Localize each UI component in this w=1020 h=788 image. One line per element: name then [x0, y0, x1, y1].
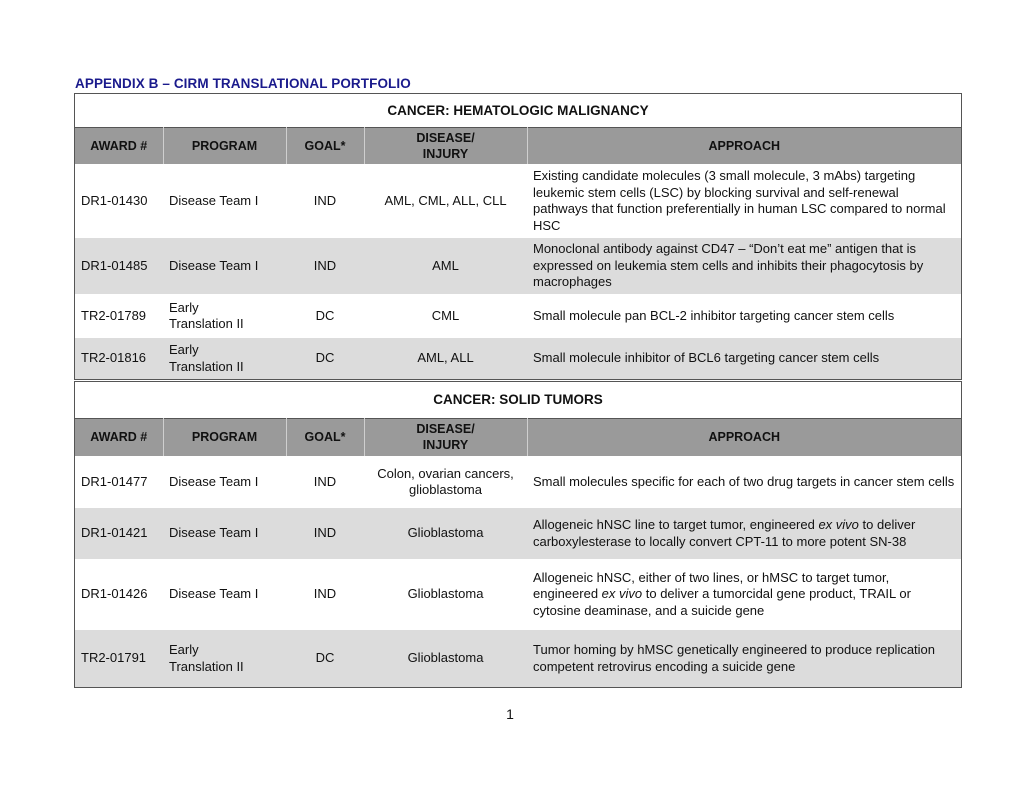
solid-tumors-table [74, 381, 962, 688]
table-row: TR2-01816 Early Translation II DC AML, ALL Small molecule inhibitor of BCL6 targeting cancer stem cells [75, 338, 961, 379]
table-row: DR1-01426 Disease Team I IND Glioblastoma Allogeneic hNSC, either of two lines, or hMSC to target tumor, engineered ex vivo to deliver a tumorcidal gene product, TRAIL or cytosine deaminase, and a suicide gene [81, 569, 911, 618]
table-row: DR1-01485 Disease Team I IND AML Monoclonal antibody against CD47 – “Don’t eat me” antigen that is expressed on leukemia stem cells and inhibits their phagocytosis by macrophages [75, 238, 961, 294]
hematologic-table [74, 93, 962, 380]
header-award: AWARD # [75, 127, 163, 164]
header-program: PROGRAM [163, 418, 286, 456]
header-program: PROGRAM [163, 127, 286, 164]
header-award: AWARD # [75, 418, 163, 456]
header-goal: GOAL* [286, 127, 364, 164]
page-number: 1 [506, 706, 514, 722]
table-row: DR1-01421 Disease Team I IND Glioblastoma Allogeneic hNSC line to target tumor, engineered ex vivo to deliver carboxylesterase to locally convert CPT-11 to more potent SN-38 [75, 508, 961, 559]
header-disease: DISEASE/ INJURY [364, 127, 527, 164]
table-row: TR2-01789 Early Translation II DC CML Small molecule pan BCL-2 inhibitor targeting cancer stem cells [81, 299, 895, 331]
section-title: CANCER: HEMATOLOGIC MALIGNANCY [387, 102, 649, 118]
header-goal: GOAL* [286, 418, 364, 456]
section-title: CANCER: SOLID TUMORS [433, 392, 603, 408]
header-approach: APPROACH [527, 127, 961, 164]
header-disease: DISEASE/ INJURY [364, 418, 527, 456]
table-row: DR1-01477 Disease Team I IND Colon, ovarian cancers, glioblastoma Small molecules specific for each of two drug targets in cancer stem cells [81, 465, 955, 497]
header-approach: APPROACH [527, 418, 961, 456]
table-row: TR2-01791 Early Translation II DC Glioblastoma Tumor homing by hMSC genetically engineered to produce replication competent retrovirus encoding a suicide gene [75, 630, 961, 687]
table-row: DR1-01430 Disease Team I IND AML, CML, ALL, CLL Existing candidate molecules (3 small molecule, 3 mAbs) targeting leukemic stem cells (LSC) by blocking survival and self-renewal pathways that function preferentially in human LSC compared to normal HSC [81, 168, 946, 233]
page-title: APPENDIX B – CIRM TRANSLATIONAL PORTFOLIO [75, 76, 411, 91]
